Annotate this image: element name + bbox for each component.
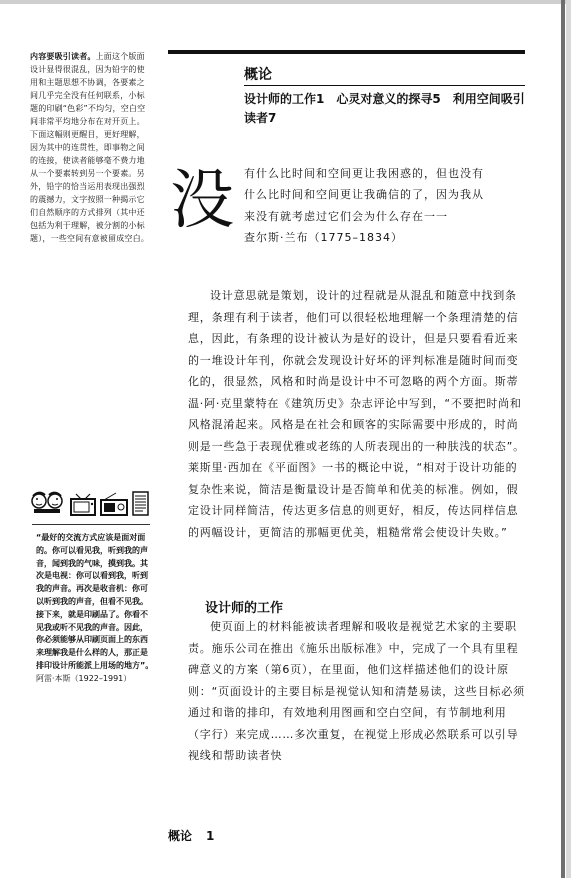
header-rule (168, 50, 525, 54)
body-paragraph-1: 设计意思就是策划，设计的过程就是从混乱和随意中找到条理，条理有利于读者，他们可以很轻松地理解一个条理清楚的信息，因此，有条理的设计被认为是好的设计，但是只要看看近来的一堆设计年刊，你就会发现设计好坏的评判标准是随时间而变化的，很显然，风格和时尚是设计中不可忽略的两个方面。斯蒂温·阿·克里蒙特在《建筑历史》杂志评论中写到，“不要把时尚和风格混淆起来。风格是在社会和顾客的实际需要中形成的，时尚则是一些急于表现优雅或老练的人所表现出的一种肤浅的状态”。莱斯里·西加在《平面图》一书的概论中说，“相对于设计功能的复杂性来说，简洁是衡量设计是否简单和优美的标准。例如，假定设计同样简洁，传达更多信息的则更好，相反，传达同样信息的两幅设计，更简洁的那幅更优美，粗糙常常会使设计失败。” (188, 289, 525, 539)
sidebar-quote-text: “最好的交流方式应该是面对面的。你可以看见我，听到我的声音，闻到我的气味，摸到我。其次是电视：你可以看到我，听到我的声音。再次是收音机：你可以听到我的声音，但看不见我。接下来，就是印刷品了。你看不见我或听不见我的声音。因此，你必须能够从印刷页面上的东西来理解我是什么样的人，那正是排印设计所能派上用场的地方”。 (36, 533, 154, 670)
chapter-title: 概论 (244, 67, 272, 83)
printed-page-icon (133, 492, 148, 515)
title-rule (244, 85, 525, 86)
radio-icon (101, 493, 127, 515)
body-paragraph-2: 使页面上的材料能被读者理解和吸收是视觉艺术家的主要职责。施乐公司在推出《施乐出版标准》中，完成了一个具有里程碑意义的方案（第6页），在里面，他们这样描述他们的设计原则：“页面设计的主要目标是视觉认知和清楚易读，这些目标必须通过和谐的排印，有效地利用图画和空白空间，有节制地利用（字行）来完成……多次重复，在视觉上形成必然联系可以引导视线和帮助读者快 (188, 620, 525, 762)
sidebar-quote (36, 532, 154, 686)
sidebar-divider (32, 524, 150, 525)
page-footer (168, 827, 214, 844)
sidebar-intro-lead: 内容要吸引读者。 (30, 52, 96, 61)
epigraph-text: 有什么比时间和空间更让我困惑的，但也没有什么比时间和空间更让我确信的了，因为我从来没有就考虑过它们会为什么存在一一 (244, 167, 484, 223)
media-icons (30, 488, 150, 518)
scan-border-right (561, 0, 565, 878)
chapter-contents: 设计师的工作1 心灵对意义的探寻5 利用空间吸引读者7 (244, 92, 525, 125)
section-title: 设计师的工作 (205, 601, 284, 616)
sidebar-intro-text: 上面这个版面设计显得很混乱，因为铅字的使用和主题思想不协调，各要素之间几乎完全没有任何联系，小标题的印刷“色彩”不均匀，空白空间非常平均地分布在对开页上。下面这幅则更醒目，更好理解，因为其中的连贯性，即事物之间的连接，使读者能够毫不费力地从一个要素转到另一个要素。另外，铅字的恰当运用表现出强烈的震撼力，文字按照一种揭示它们自然顺序的方式排列（其中还包括为利于理解，被分割的小标题），一些空间有意被留成空白。 (30, 52, 149, 243)
sidebar-quote-attribution: 阿雷·本斯（1922–1991） (36, 673, 132, 683)
epigraph-dropcap: 没 (170, 164, 234, 238)
television-icon (71, 494, 95, 515)
epigraph (244, 163, 489, 248)
footer-section: 概论 (168, 829, 193, 843)
scan-border-top (0, 0, 571, 4)
faces-icon (32, 493, 62, 513)
scan-border-right-light (566, 0, 571, 878)
page-number: 1 (206, 829, 215, 843)
epigraph-attribution: 查尔斯·兰布（1775–1834） (244, 230, 403, 244)
sidebar-intro (30, 50, 150, 245)
